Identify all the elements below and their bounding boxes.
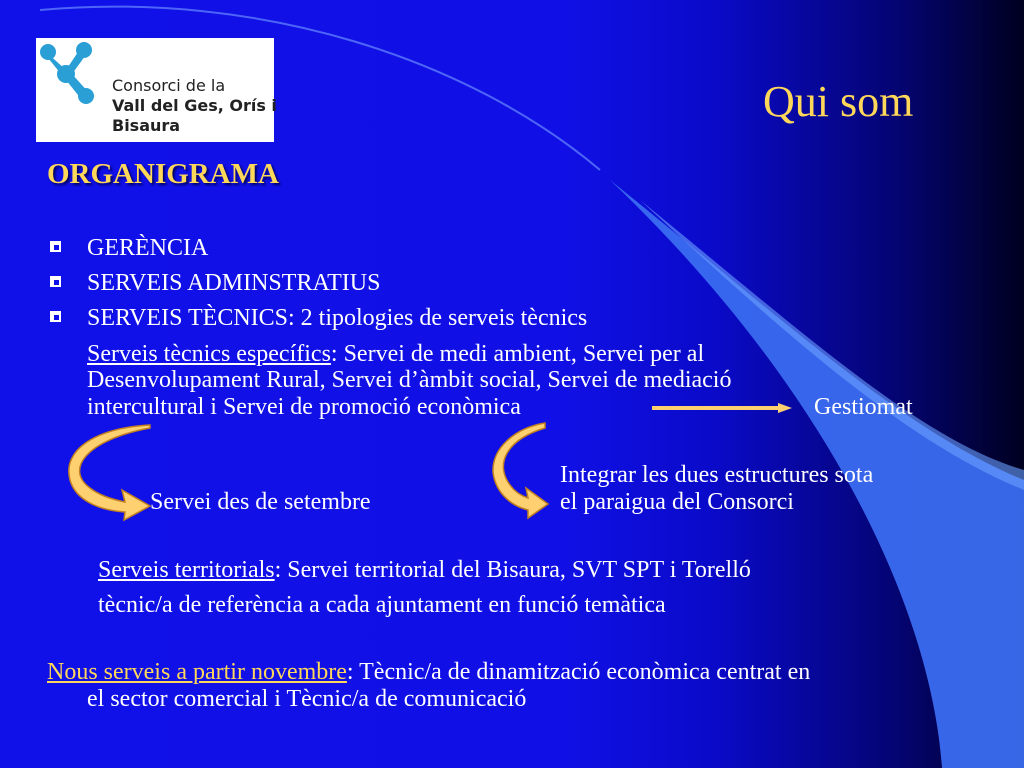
right-note-line1: Integrar les dues estructures sota: [560, 462, 874, 488]
logo: [36, 38, 277, 142]
nous-line1-rest: : Tècnic/a de dinamització econòmica centrat en: [346, 659, 811, 685]
bullet-serveis-administratius: SERVEIS ADMINSTRATIUS: [87, 270, 381, 296]
logo-line1: Consorci de la: [112, 76, 226, 95]
territorial-line2: tècnic/a de referència a cada ajuntament en funció temàtica: [98, 592, 666, 618]
nous-label: Nous serveis a partir novembre: [47, 659, 347, 685]
logo-line3: Bisaura: [112, 116, 181, 135]
page-title: Qui som: [763, 77, 914, 126]
specific-line1-rest: : Servei de medi ambient, Servei per al: [330, 341, 705, 367]
specific-line2: Desenvolupament Rural, Servei d’àmbit social, Servei de mediació: [87, 367, 732, 393]
arrow-head: [778, 403, 792, 413]
nous-line2: el sector comercial i Tècnic/a de comunicació: [87, 686, 527, 712]
curved-arrow-left: [69, 425, 150, 520]
specific-line3: intercultural i Servei de promoció econòmica: [87, 394, 521, 420]
logo-text: [112, 76, 277, 136]
territorial-label: Serveis territorials: [98, 557, 275, 583]
logo-mark-icon: [36, 38, 106, 118]
nous-line1: [47, 659, 810, 685]
left-note: Servei des de setembre: [150, 489, 371, 515]
curved-arrow-right: [493, 423, 548, 518]
bullet-serveis-tecnics: SERVEIS TÈCNICS: 2 tipologies de serveis tècnics: [87, 305, 588, 331]
section-heading: ORGANIGRAMA: [47, 158, 279, 190]
gestiomat-label: Gestiomat: [814, 394, 913, 420]
bullet-box-icon: [50, 311, 61, 322]
right-note-line2: el paraigua del Consorci: [560, 489, 794, 515]
bullet-box-icon: [50, 241, 61, 252]
bullet-gerencia: GERÈNCIA: [87, 235, 209, 261]
logo-line2: Vall del Ges, Orís i: [112, 96, 277, 115]
territorial-line1-rest: : Servei territorial del Bisaura, SVT SPT i Torelló: [274, 557, 751, 583]
specific-line1: [87, 341, 704, 367]
specific-label: Serveis tècnics específics: [87, 341, 331, 367]
territorial-line1: [98, 557, 751, 583]
bullet-box-icon: [50, 276, 61, 287]
